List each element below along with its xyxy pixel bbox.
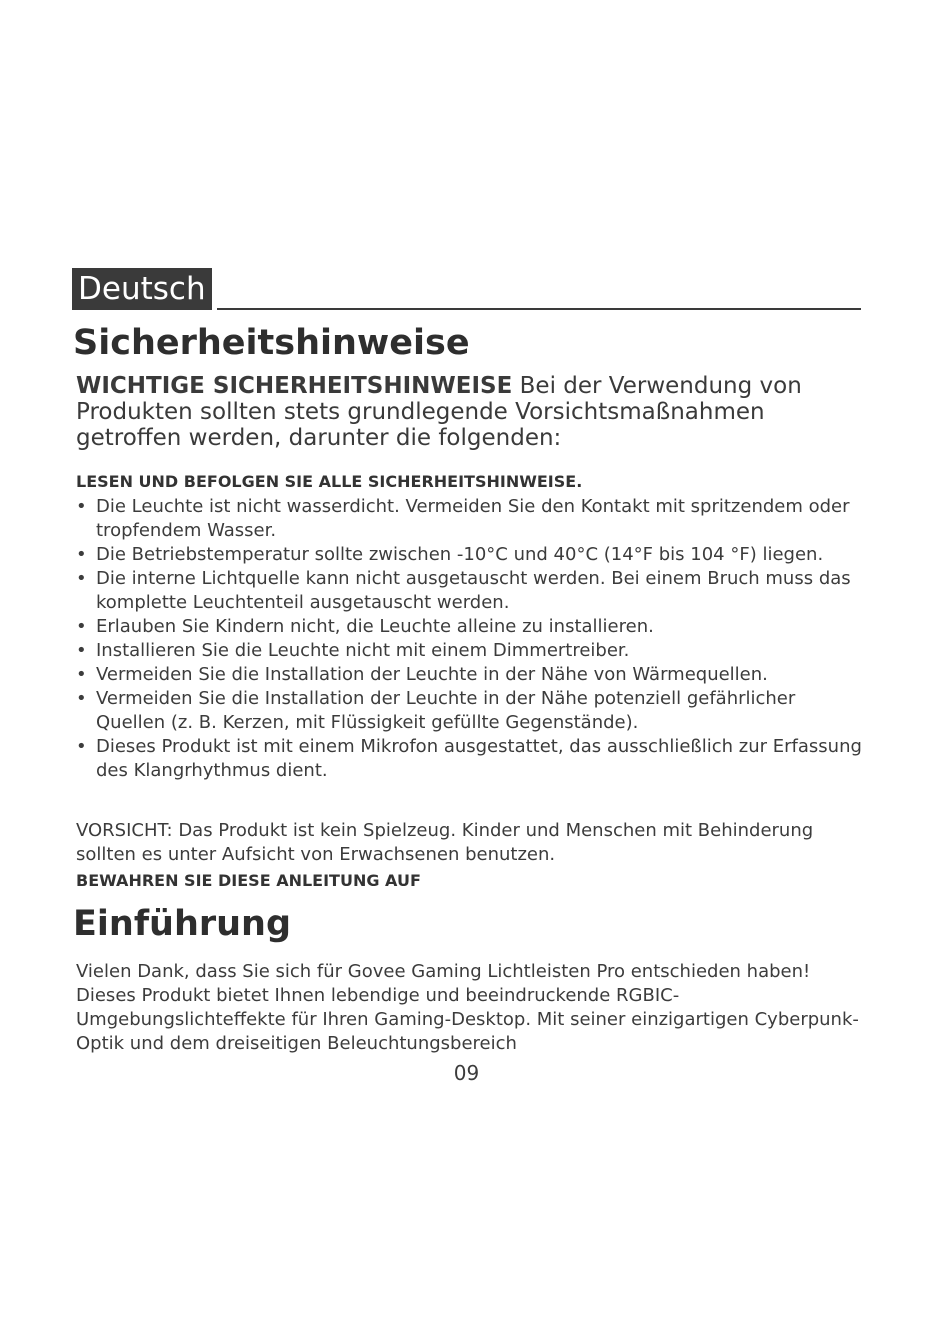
list-item: • Die Leuchte ist nicht wasserdicht. Vermeiden Sie den Kontakt mit spritzendem oder tropfendem Wasser. — [76, 495, 866, 543]
safety-lead-text: Bei der Verwendung von Produkten sollten stets grundlegende Vorsichtsmaßnahmen getroffen werden, darunter die folgenden: — [76, 373, 802, 451]
list-item: • Erlauben Sie Kindern nicht, die Leuchte alleine zu installieren. — [76, 615, 866, 639]
intro-title: Einführung — [73, 904, 292, 944]
header-rule — [217, 308, 861, 310]
list-item: • Die interne Lichtquelle kann nicht ausgetauscht werden. Bei einem Bruch muss das komplette Leuchtenteil ausgetauscht werden. — [76, 567, 866, 615]
intro-text: Vielen Dank, dass Sie sich für Govee Gaming Lichtleisten Pro entschieden haben! Dieses Produkt bietet Ihnen lebendige und beeindruckende RGBIC-Umgebungslichteffekte für Ihren Gaming-Desktop. Mit seiner einzigartigen Cyberpunk-Optik und dem dreiseitigen Beleuchtungsbereich — [76, 961, 859, 1054]
list-item: • Vermeiden Sie die Installation der Leuchte in der Nähe von Wärmequellen. — [76, 663, 866, 687]
caution-text: VORSICHT: Das Produkt ist kein Spielzeug. Kinder und Menschen mit Behinderung sollten es unter Aufsicht von Erwachsenen benutzen. — [76, 820, 814, 865]
safety-subheading: LESEN UND BEFOLGEN SIE ALLE SICHERHEITSHINWEISE. — [76, 472, 583, 491]
safety-list — [76, 495, 866, 783]
list-item: • Vermeiden Sie die Installation der Leuchte in der Nähe potenziell gefährlicher Quellen (z. B. Kerzen, mit Flüssigkeit gefüllte Gegenstände). — [76, 687, 866, 735]
list-item: • Installieren Sie die Leuchte nicht mit einem Dimmertreiber. — [76, 639, 866, 663]
list-item: • Dieses Produkt ist mit einem Mikrofon ausgestattet, das ausschließlich zur Erfassung des Klangrhythmus dient. — [76, 735, 866, 783]
language-header — [72, 268, 861, 312]
list-item: • Die Betriebstemperatur sollte zwischen -10°C und 40°C (14°F bis 104 °F) liegen. — [76, 543, 866, 567]
safety-lead-bold: WICHTIGE SICHERHEITSHINWEISE — [76, 373, 513, 399]
page-number: 09 — [453, 1061, 480, 1085]
language-tag: Deutsch — [72, 268, 212, 310]
keep-manual-note: BEWAHREN SIE DIESE ANLEITUNG AUF — [76, 871, 421, 890]
safety-lead — [76, 373, 876, 451]
safety-title: Sicherheitshinweise — [73, 323, 470, 363]
